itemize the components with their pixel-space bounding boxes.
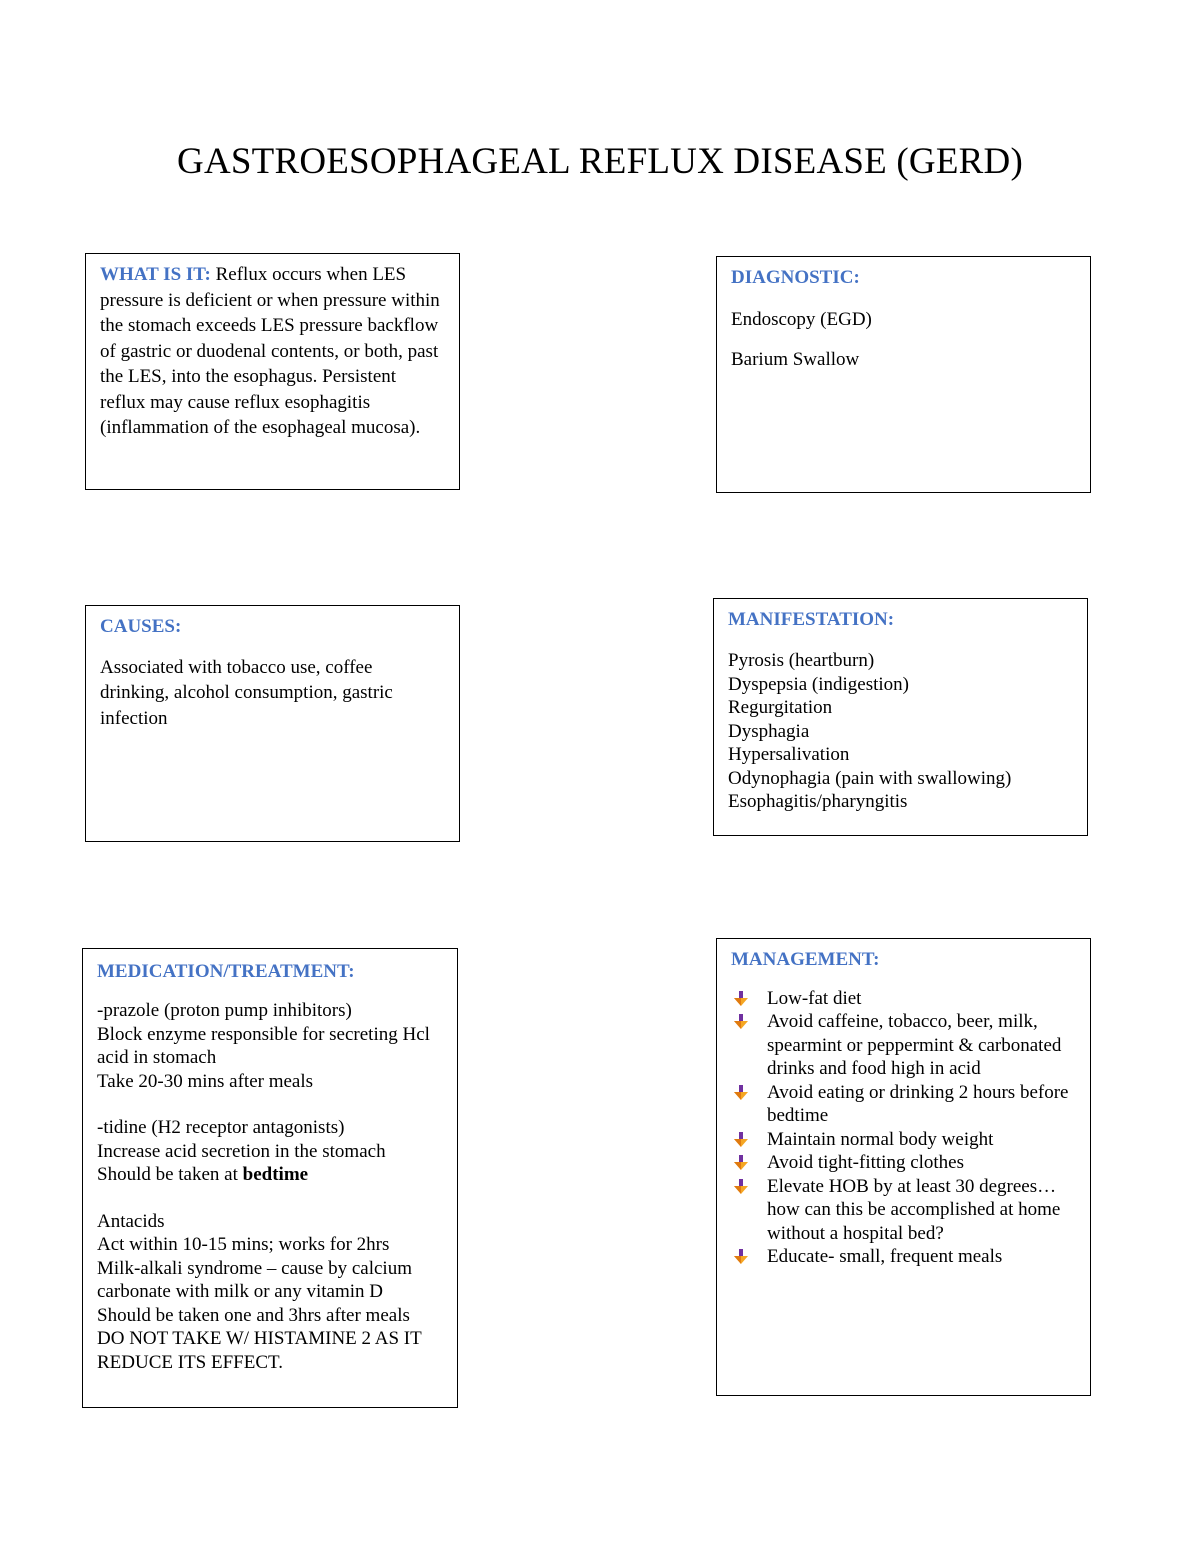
arrow-down-bullet-icon — [733, 1014, 749, 1030]
management-item-text: Maintain normal body weight — [767, 1128, 994, 1150]
causes-text: Associated with tobacco use, coffee drinking, alcohol consumption, gastric infection — [100, 656, 393, 729]
manifestation-list — [728, 649, 1073, 814]
medication-heading: MEDICATION/TREATMENT: — [97, 961, 355, 982]
management-item-text: Educate- small, frequent meals — [767, 1246, 1003, 1267]
antacids-onset: Act within 10-15 mins; works for 2hrs — [97, 1234, 390, 1255]
medication-box — [82, 948, 458, 1408]
management-item — [731, 1151, 1076, 1175]
h2-name: -tidine (H2 receptor antagonists) — [97, 1117, 345, 1138]
management-item-text: Avoid caffeine, tobacco, beer, milk, spearmint or peppermint & carbonated drinks and food high in acid — [767, 1011, 1062, 1079]
diagnostic-heading: DIAGNOSTIC: — [731, 267, 860, 288]
management-item — [731, 1175, 1076, 1246]
what-is-it-text: Reflux occurs when LES pressure is deficient or when pressure within the stomach exceeds LES pressure backflow of gastric or duodenal contents, or both, past the LES, into the esophagus. Persistent reflux may cause reflux esophagitis (inflammation of the esophageal mucosa). — [100, 264, 440, 438]
arrow-down-bullet-icon — [733, 1249, 749, 1265]
diagnostic-box — [716, 256, 1091, 493]
causes-heading: CAUSES: — [100, 616, 182, 637]
arrow-down-bullet-icon — [733, 991, 749, 1007]
manifestation-box — [713, 598, 1088, 836]
h2-timing-prefix: Should be taken at — [97, 1164, 243, 1185]
management-item-text: Elevate HOB by at least 30 degrees…how can this be accomplished at home without a hospital bed? — [767, 1175, 1061, 1244]
h2-section — [97, 1116, 443, 1187]
antacids-timing: Should be taken one and 3hrs after meals — [97, 1304, 410, 1326]
management-item — [731, 1128, 1076, 1152]
management-box — [716, 938, 1091, 1396]
management-item-text: Low-fat diet — [767, 987, 862, 1009]
antacids-section — [97, 1210, 443, 1375]
causes-box — [85, 605, 460, 842]
manifestation-heading: MANIFESTATION: — [728, 609, 895, 630]
antacids-warning: Milk-alkali syndrome – cause by calcium carbonate with milk or any vitamin D — [97, 1257, 412, 1302]
ppi-timing: Take 20-30 mins after meals — [97, 1070, 314, 1092]
what-is-it-heading: WHAT IS IT: — [100, 264, 211, 285]
ppi-mechanism: Block enzyme responsible for secreting Hcl acid in stomach — [97, 1023, 430, 1068]
management-item — [731, 1081, 1076, 1128]
ppi-name: -prazole (proton pump inhibitors) — [97, 1000, 352, 1021]
manifestation-item: Dysphagia — [728, 720, 810, 742]
manifestation-item: Pyrosis (heartburn) — [728, 650, 875, 671]
arrow-down-bullet-icon — [733, 1085, 749, 1101]
arrow-down-bullet-icon — [733, 1132, 749, 1148]
h2-effect: Increase acid secretion in the stomach — [97, 1140, 386, 1162]
management-list — [731, 987, 1076, 1269]
manifestation-item: Dyspepsia (indigestion) — [728, 673, 910, 695]
what-is-it-paragraph — [100, 262, 445, 441]
arrow-down-bullet-icon — [733, 1155, 749, 1171]
manifestation-item: Regurgitation — [728, 697, 833, 718]
manifestation-item: Esophagitis/pharyngitis — [728, 791, 908, 812]
h2-timing — [97, 1163, 443, 1187]
manifestation-item: Hypersalivation — [728, 744, 850, 765]
management-item-text: Avoid eating or drinking 2 hours before bedtime — [767, 1081, 1069, 1126]
what-is-it-box — [85, 253, 460, 490]
management-item — [731, 1010, 1076, 1081]
management-item — [731, 987, 1076, 1011]
diagnostic-item: Endoscopy (EGD) — [731, 308, 872, 330]
ppi-section — [97, 999, 443, 1093]
management-item — [731, 1245, 1076, 1269]
antacids-title: Antacids — [97, 1210, 165, 1232]
management-item-text: Avoid tight-fitting clothes — [767, 1152, 965, 1173]
page-title: GASTROESOPHAGEAL REFLUX DISEASE (GERD) — [177, 141, 1023, 182]
diagnostic-item: Barium Swallow — [731, 349, 860, 370]
antacids-caution: DO NOT TAKE W/ HISTAMINE 2 AS IT REDUCE ITS EFFECT. — [97, 1328, 422, 1373]
management-heading: MANAGEMENT: — [731, 949, 880, 970]
manifestation-item: Odynophagia (pain with swallowing) — [728, 767, 1012, 789]
h2-timing-bold: bedtime — [242, 1164, 309, 1185]
arrow-down-bullet-icon — [733, 1179, 749, 1195]
